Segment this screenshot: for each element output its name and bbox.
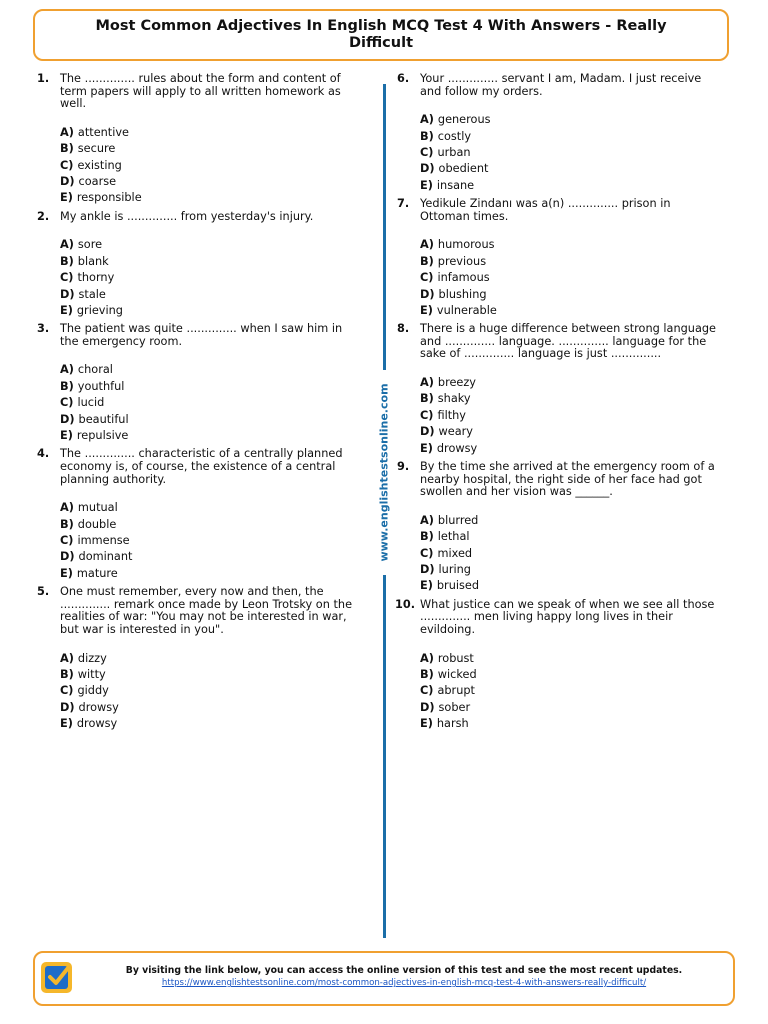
option-c[interactable]: C) lucid: [60, 396, 105, 410]
option-d[interactable]: D) beautiful: [60, 412, 129, 426]
question-number: 10.: [395, 597, 416, 611]
question-text: Your .............. servant I am, Madam. I just receive and follow my orders.: [420, 72, 702, 98]
option-c[interactable]: C) thorny: [60, 271, 115, 285]
option-e[interactable]: E) grieving: [60, 303, 123, 317]
option-e[interactable]: E) drowsy: [420, 441, 478, 455]
option-a[interactable]: A) generous: [420, 113, 491, 127]
option-b[interactable]: B) secure: [60, 142, 116, 156]
option-a[interactable]: A) robust: [420, 651, 474, 665]
option-b[interactable]: B) youthful: [60, 379, 125, 393]
footer-box: [33, 951, 735, 1006]
site-url-vertical: www.englishtestsonline.com: [377, 383, 391, 562]
option-e[interactable]: E) repulsive: [60, 429, 129, 443]
option-d[interactable]: D) drowsy: [60, 700, 119, 714]
test-online-link[interactable]: https://www.englishtestsonline.com/most-common-adjectives-in-english-mcq-test-4-with-answers-really-difficult/: [161, 978, 647, 988]
option-c[interactable]: C) filthy: [420, 408, 466, 422]
option-d[interactable]: D) sober: [420, 700, 471, 714]
question-6: [397, 73, 717, 194]
question-9: [397, 461, 717, 595]
option-d[interactable]: D) obedient: [420, 162, 489, 176]
option-a[interactable]: A) blurred: [420, 513, 479, 527]
title-box: [33, 9, 729, 61]
question-text: There is a huge difference between strong language and .............. language. .............. language for the sake of .............. language is just ..............: [420, 322, 716, 361]
option-e[interactable]: E) drowsy: [60, 717, 118, 731]
questions-right-column: [397, 73, 717, 732]
option-b[interactable]: B) wicked: [420, 667, 477, 681]
option-d[interactable]: D) weary: [420, 425, 473, 439]
option-b[interactable]: B) lethal: [420, 530, 470, 544]
option-a[interactable]: A) attentive: [60, 125, 130, 139]
question-number: 5.: [37, 585, 50, 599]
question-number: 4.: [37, 447, 50, 461]
question-number: 7.: [397, 197, 410, 211]
question-number: 2.: [37, 209, 50, 223]
option-c[interactable]: C) giddy: [60, 684, 109, 698]
option-b[interactable]: B) shaky: [420, 392, 471, 406]
question-number: 8.: [397, 322, 410, 336]
option-d[interactable]: D) dominant: [60, 550, 133, 564]
question-number: 3.: [37, 322, 50, 336]
option-b[interactable]: B) previous: [420, 254, 487, 268]
option-a[interactable]: A) breezy: [420, 376, 476, 390]
question-3: [37, 323, 357, 444]
question-text: By the time she arrived at the emergency room of a nearby hospital, the right side of her face had got swollen and her vision was ______.: [420, 460, 715, 499]
option-b[interactable]: B) witty: [60, 667, 106, 681]
question-number: 9.: [397, 460, 410, 474]
checkbox-check-icon: [41, 962, 72, 993]
option-b[interactable]: B) double: [60, 517, 117, 531]
option-b[interactable]: B) costly: [420, 129, 472, 143]
question-text: The .............. characteristic of a centrally planned economy is, of course, the existence of a central planning authority.: [60, 447, 343, 486]
option-e[interactable]: E) vulnerable: [420, 303, 497, 317]
question-10: [397, 599, 717, 733]
option-a[interactable]: A) choral: [60, 363, 113, 377]
question-8: [397, 323, 717, 457]
option-e[interactable]: E) mature: [60, 566, 118, 580]
option-a[interactable]: A) humorous: [420, 238, 495, 252]
question-text: The .............. rules about the form and content of term papers will apply to all written homework as well.: [60, 72, 341, 111]
option-a[interactable]: A) sore: [60, 238, 103, 252]
question-text: One must remember, every now and then, the .............. remark once made by Leon Trotsky on the realities of war: "You may not be interested in war, but war is interested in you".: [60, 585, 353, 636]
questions-left-column: [37, 73, 357, 732]
option-c[interactable]: C) immense: [60, 533, 130, 547]
option-e[interactable]: E) insane: [420, 178, 475, 192]
option-d[interactable]: D) blushing: [420, 287, 487, 301]
footer-text: [95, 965, 713, 988]
option-c[interactable]: C) infamous: [420, 271, 490, 285]
option-d[interactable]: D) coarse: [60, 174, 117, 188]
option-c[interactable]: C) mixed: [420, 546, 473, 560]
question-text: Yedikule Zindanı was a(n) .............. prison in Ottoman times.: [420, 197, 671, 223]
option-e[interactable]: E) responsible: [60, 191, 142, 205]
question-text: My ankle is .............. from yesterday's injury.: [60, 209, 314, 223]
option-e[interactable]: E) harsh: [420, 717, 469, 731]
option-a[interactable]: A) dizzy: [60, 651, 107, 665]
question-7: [397, 198, 717, 319]
option-d[interactable]: D) luring: [420, 562, 471, 576]
question-2: [37, 211, 357, 320]
option-d[interactable]: D) stale: [60, 287, 106, 301]
page-title: Most Common Adjectives In English MCQ Test 4 With Answers - Really Difficult: [95, 18, 667, 51]
question-1: [37, 73, 357, 207]
question-number: 6.: [397, 72, 410, 85]
question-4: [37, 448, 357, 582]
question-number: 1.: [37, 72, 50, 85]
question-text: The patient was quite .............. when I saw him in the emergency room.: [60, 322, 343, 348]
footer-notice: By visiting the link below, you can access the online version of this test and see the most recent updates.: [125, 965, 683, 976]
option-c[interactable]: C) abrupt: [420, 684, 475, 698]
option-a[interactable]: A) mutual: [60, 501, 118, 515]
question-5: [37, 586, 357, 732]
question-text: What justice can we speak of when we see all those .............. men living happy long lives in their evildoing.: [420, 597, 715, 636]
option-b[interactable]: B) blank: [60, 254, 109, 268]
option-e[interactable]: E) bruised: [420, 579, 480, 593]
option-c[interactable]: C) existing: [60, 158, 122, 172]
side-label: [374, 370, 394, 575]
option-c[interactable]: C) urban: [420, 145, 471, 159]
